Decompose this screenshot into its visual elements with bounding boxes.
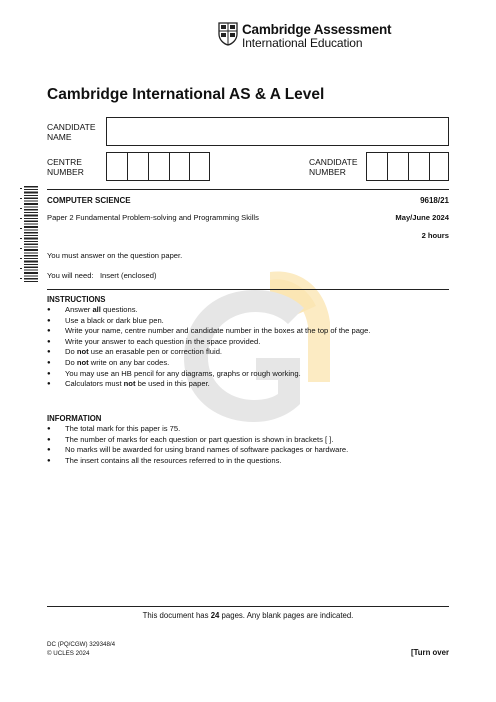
instruction-item: ● Calculators must not be used in this paper. [47, 379, 371, 390]
instructions-list [47, 305, 371, 390]
materials-label: You will need: [47, 271, 94, 280]
paper-title: Paper 2 Fundamental Problem-solving and Programming Skills [47, 213, 259, 222]
page-count-statement [0, 611, 496, 620]
qualification-title: Cambridge International AS & A Level [47, 86, 325, 103]
instruction-item: ● Use a black or dark blue pen. [47, 316, 371, 327]
divider-bottom [47, 606, 449, 607]
information-item: ● The insert contains all the resources referred to in the questions. [47, 456, 348, 467]
divider-top [47, 189, 449, 190]
information-list [47, 424, 348, 466]
page-count-suffix: pages. Any blank pages are indicated. [219, 611, 354, 620]
instructions-heading: INSTRUCTIONS [47, 295, 106, 304]
instruction-item: ● Answer all questions. [47, 305, 371, 316]
information-item: ● The number of marks for each question or part question is shown in brackets [ ]. [47, 435, 348, 446]
paper-code: 9618/21 [420, 196, 449, 205]
materials-needed [47, 271, 157, 280]
page-count-prefix: This document has [142, 611, 211, 620]
turn-over: [Turn over [411, 648, 449, 657]
candidate-name-label [47, 122, 96, 142]
candidate-name-label-line2: NAME [47, 132, 72, 142]
instruction-item: ● Write your answer to each question in the space provided. [47, 337, 371, 348]
exam-session: May/June 2024 [395, 213, 449, 222]
candidate-number-field[interactable] [366, 152, 449, 181]
centre-number-label-line2: NUMBER [47, 167, 84, 177]
instruction-item: ● Write your name, centre number and candidate number in the boxes at the top of the page. [47, 326, 371, 337]
candidate-number-label [309, 157, 358, 177]
information-item: ● No marks will be awarded for using brand names of software packages or hardware. [47, 445, 348, 456]
exam-duration: 2 hours [421, 231, 449, 240]
document-code: DC (PQ/CGW) 329348/4 [47, 641, 116, 648]
divider-middle [47, 289, 449, 290]
copyright: © UCLES 2024 [47, 650, 90, 657]
centre-number-label [47, 157, 84, 177]
cambridge-crest-icon [218, 22, 238, 46]
page-count-number: 24 [210, 611, 220, 620]
instruction-item: ● Do not use an erasable pen or correction fluid. [47, 347, 371, 358]
instruction-item: ● You may use an HB pencil for any diagrams, graphs or rough working. [47, 369, 371, 380]
answer-instruction: You must answer on the question paper. [47, 251, 183, 260]
subject-name: COMPUTER SCIENCE [47, 196, 131, 205]
logo-line-1: Cambridge Assessment [242, 22, 392, 37]
information-item: ● The total mark for this paper is 75. [47, 424, 348, 435]
centre-number-field[interactable] [106, 152, 210, 181]
information-heading: INFORMATION [47, 414, 102, 423]
logo-line-2: International Education [242, 36, 363, 50]
candidate-number-label-line2: NUMBER [309, 167, 346, 177]
instruction-item: ● Do not write on any bar codes. [47, 358, 371, 369]
materials-value: Insert (enclosed) [99, 271, 157, 280]
candidate-name-label-line1: CANDIDATE [47, 122, 96, 132]
centre-number-label-line1: CENTRE [47, 157, 82, 167]
barcode-image [20, 186, 38, 282]
candidate-name-field[interactable] [106, 117, 449, 146]
candidate-number-label-line1: CANDIDATE [309, 157, 358, 167]
